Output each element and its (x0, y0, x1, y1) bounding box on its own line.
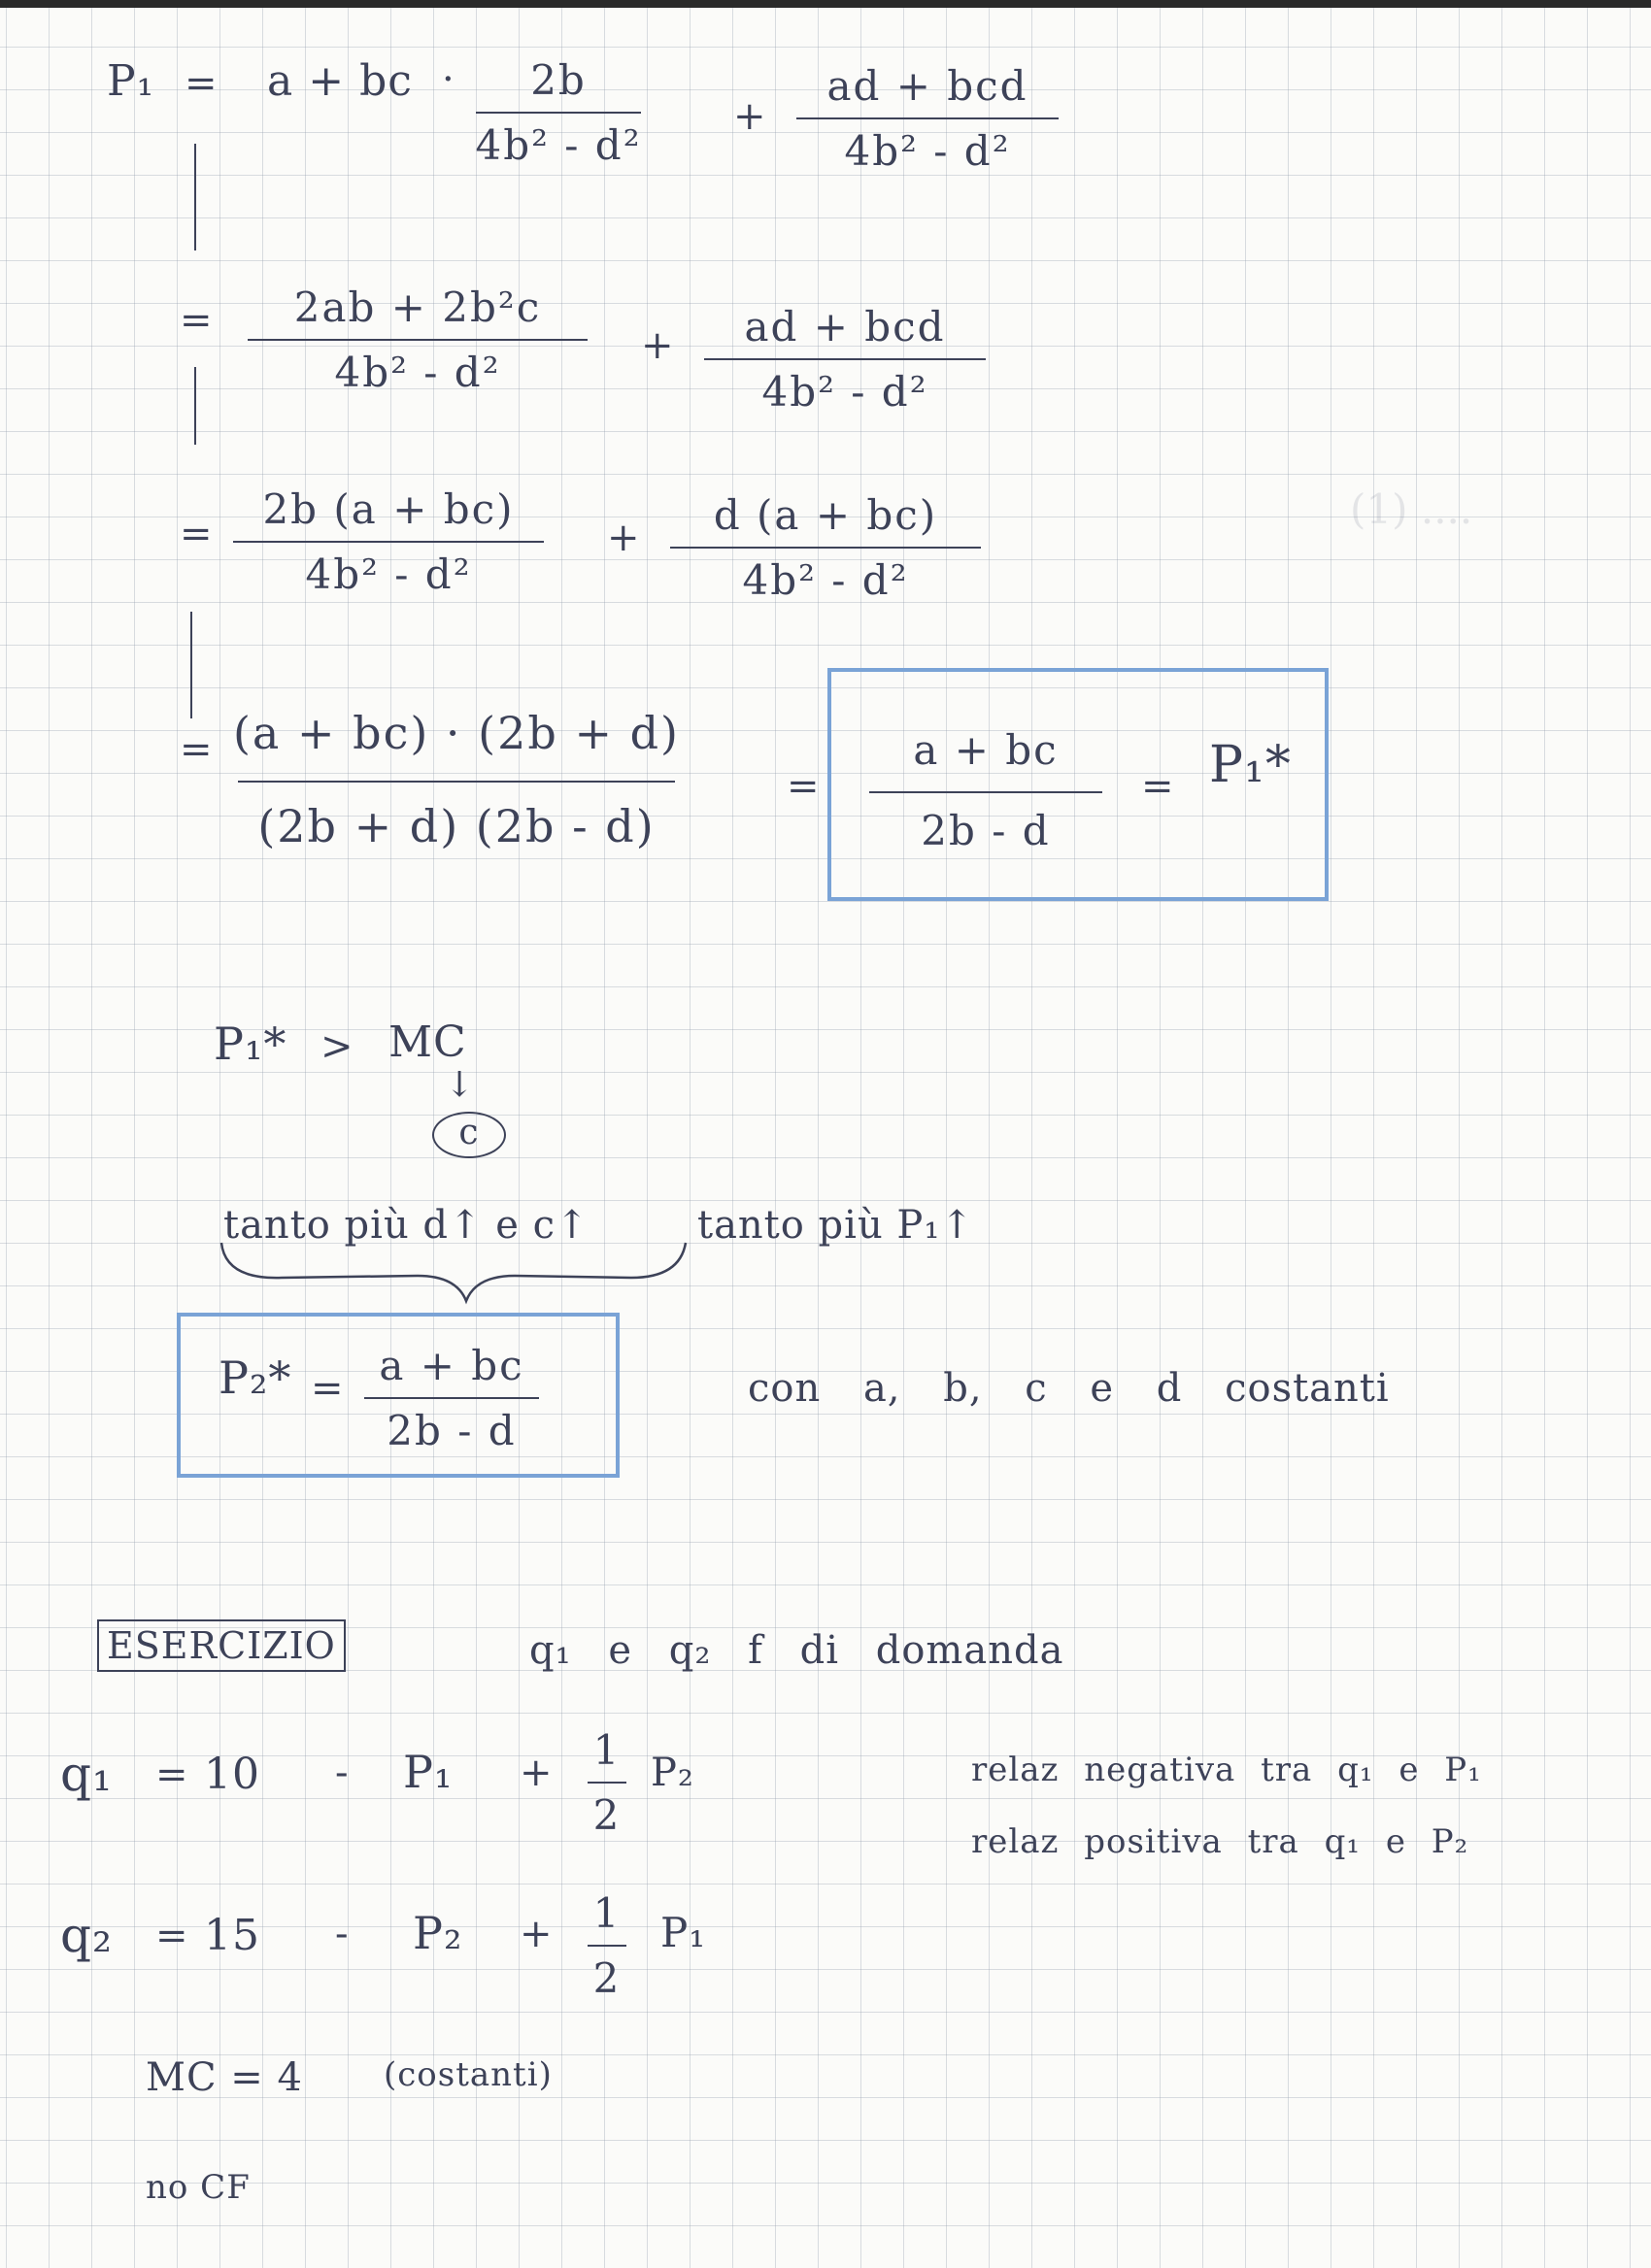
fraction-numerator: 2b (530, 56, 587, 104)
exercise-tag: ESERCIZIO (97, 1619, 346, 1672)
fraction-numerator: (a + bc) · (2b + d) (232, 707, 681, 759)
exercise-heading: q₁ e q₂ f di domanda (529, 1628, 1064, 1673)
q1-label: q₁ (60, 1746, 114, 1802)
q1-own-price: P₁ (403, 1746, 454, 1798)
fraction-denominator: 4b² - d² (742, 556, 909, 604)
no-fixed-cost: no CF (146, 2168, 251, 2207)
fraction-bar (364, 1397, 539, 1399)
fraction-one-half (588, 1726, 626, 1839)
mc-label: MC (388, 1017, 467, 1067)
fraction-denominator: (2b + d) (2b - d) (257, 800, 656, 852)
fraction-numerator: 2b (a + bc) (262, 485, 515, 533)
marginal-cost: MC = 4 (146, 2055, 303, 2100)
greater-than: > (320, 1024, 354, 1069)
fraction-denominator: 4b² - d² (475, 121, 642, 169)
equals-sign: = (180, 727, 214, 772)
fraction-result-p2 (364, 1342, 539, 1454)
plus-sign: + (733, 94, 767, 139)
fraction-numerator: 1 (592, 1889, 622, 1937)
q2-label: q₂ (60, 1907, 114, 1963)
fraction-numerator: d (a + bc) (713, 491, 938, 539)
fraction-denominator: 2 (592, 1791, 622, 1839)
q1-constant: 10 (204, 1750, 260, 1799)
fraction-denominator: 2 (592, 1954, 622, 2002)
down-arrow-icon: ↓ (445, 1065, 476, 1105)
fraction-bar (588, 1782, 626, 1784)
relation-negative: relaz negativa tra q₁ e P₁ (971, 1751, 1482, 1789)
equals-sign: = (180, 298, 214, 343)
equals-sign: = (155, 1752, 189, 1797)
equals-sign: = (155, 1914, 189, 1958)
p1-star: P₁* (214, 1017, 287, 1070)
fraction-numerator: ad + bcd (826, 62, 1028, 110)
p1-label: P₁ (107, 56, 155, 106)
q2-own-price: P₂ (413, 1907, 463, 1959)
a-plus-bc-term: a + bc (267, 56, 413, 106)
note-right: tanto più P₁↑ (697, 1203, 974, 1248)
fraction-bar (588, 1945, 626, 1947)
equals-sign: = (311, 1366, 345, 1411)
plus-sign: + (520, 1912, 554, 1956)
fraction-denominator: 4b² - d² (305, 550, 472, 598)
relation-positive: relaz positiva tra q₁ e P₂ (971, 1822, 1469, 1861)
fraction-denominator: 4b² - d² (761, 368, 928, 416)
bleed-through-text: (1) .... (1350, 485, 1473, 533)
q2-cross-price: P₁ (660, 1909, 707, 1956)
minus-sign: - (335, 1751, 350, 1795)
equals-sign: = (185, 61, 219, 106)
equals-sign: = (1141, 764, 1175, 809)
fraction-numerator: 2ab + 2b²c (293, 284, 542, 331)
fraction-numerator: ad + bcd (744, 303, 946, 350)
constants-note: con a, b, c e d costanti (748, 1366, 1390, 1411)
equals-sign: = (787, 764, 821, 809)
fraction-denominator: 2b - d (921, 807, 1051, 854)
multiply-dot: · (442, 57, 455, 102)
fraction-numerator: a + bc (379, 1342, 524, 1389)
fraction-numerator: 1 (592, 1726, 622, 1774)
note-left: tanto più d↑ e c↑ (223, 1203, 590, 1248)
fraction-numerator: a + bc (913, 726, 1059, 774)
p1-star-label: P₁* (1209, 736, 1292, 794)
plus-sign: + (641, 323, 675, 368)
circled-c: c (432, 1112, 506, 1158)
minus-sign: - (335, 1912, 350, 1956)
equals-sign: = (180, 512, 214, 556)
fraction-one-half (588, 1889, 626, 2002)
curly-brace (221, 1243, 686, 1301)
plus-sign: + (607, 516, 641, 560)
marginal-cost-note: (costanti) (384, 2055, 553, 2094)
plus-sign: + (520, 1751, 554, 1795)
fraction-denominator: 4b² - d² (844, 127, 1011, 175)
p2-star-label: P₂* (219, 1351, 292, 1404)
fraction-denominator: 2b - d (387, 1407, 517, 1454)
q2-constant: 15 (204, 1911, 260, 1960)
q1-cross-price: P₂ (651, 1751, 694, 1795)
fraction-denominator: 4b² - d² (334, 349, 501, 396)
